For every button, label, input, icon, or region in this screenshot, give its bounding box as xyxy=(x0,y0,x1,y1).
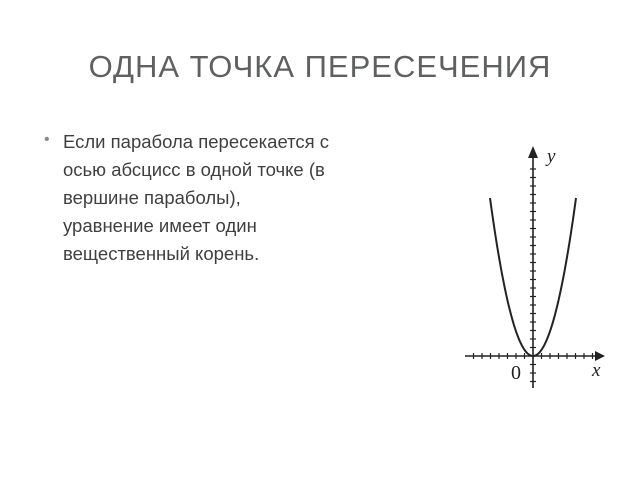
y-axis-label: y xyxy=(547,146,556,167)
bullet-text: Если парабола пересекается с осью абсцисс в одной точке (в вершине параболы), уравнение имеет один вещественный корень. xyxy=(63,131,330,264)
y-axis-arrow xyxy=(528,146,538,158)
x-axis-label: x xyxy=(592,360,601,381)
bullet-marker: • xyxy=(44,131,50,148)
origin-label: 0 xyxy=(511,362,521,384)
slide-title: ОДНА ТОЧКА ПЕРЕСЕЧЕНИЯ xyxy=(88,49,552,84)
parabola-graph xyxy=(455,138,615,398)
parabola-figure xyxy=(455,138,615,398)
